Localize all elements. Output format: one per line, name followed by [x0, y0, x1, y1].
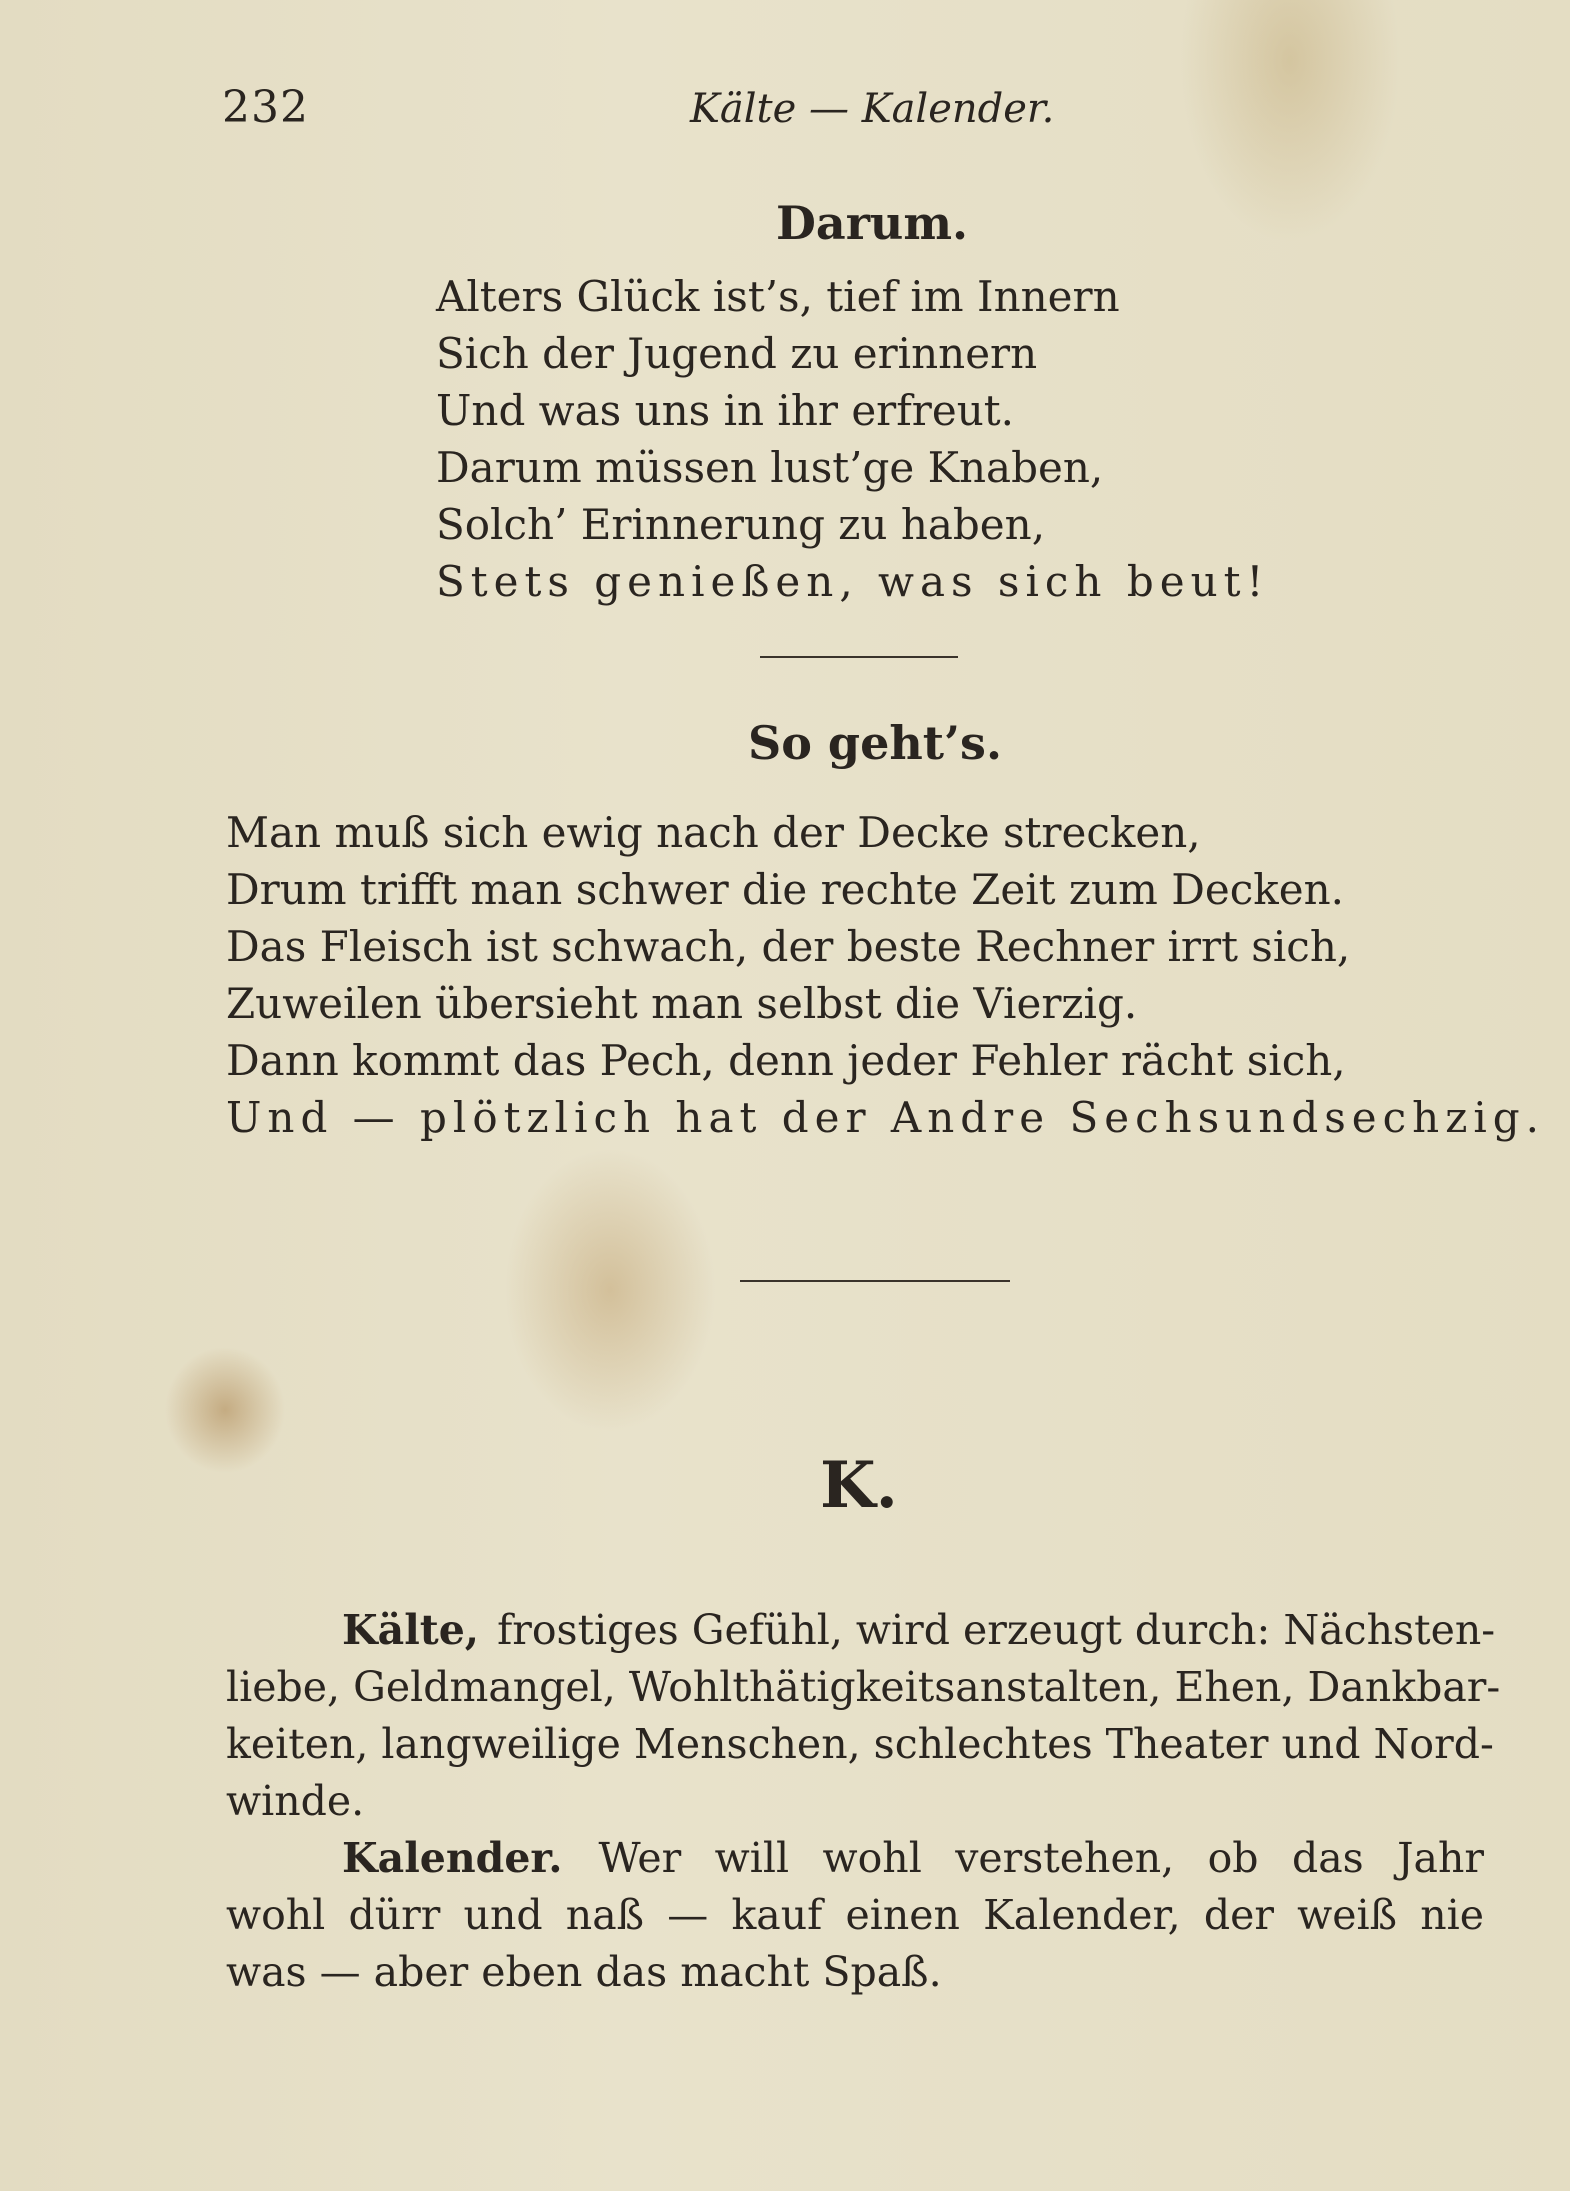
entry-line: [226, 1659, 1501, 1716]
section-letter: K.: [820, 1448, 898, 1523]
verse-line: Dann kommt das Pech, denn jeder Fehler rächt sich,: [226, 1036, 1346, 1085]
running-head: Kälte — Kalender.: [690, 86, 1055, 132]
entry-text: keiten, langweilige Menschen, schlechtes Theater und Nord-: [226, 1720, 1494, 1768]
entry-text: Wer will wohl verstehen, ob das Jahr: [598, 1834, 1484, 1882]
verse-line: Und — plötzlich hat der Andre Sechsundsechzig.: [226, 1093, 1545, 1142]
divider-rule: [760, 656, 958, 658]
verse-line: Alters Glück ist’s, tief im Innern: [436, 272, 1120, 321]
verse-line: Zuweilen übersieht man selbst die Vierzig.: [226, 979, 1138, 1028]
poem-darum: [436, 268, 1269, 610]
page-number: 232: [222, 82, 309, 133]
poem-title-so-gehts: So geht’s.: [748, 716, 1002, 770]
entry-term: Kalender.: [342, 1834, 563, 1882]
verse-line: Stets genießen, was sich beut!: [436, 557, 1270, 606]
entry-line: [226, 1887, 1484, 1944]
verse-line: Und was uns in ihr erfreut.: [436, 386, 1015, 435]
verse-line: Drum trifft man schwer die rechte Zeit zum Decken.: [226, 865, 1344, 914]
entry-kaelte: [226, 1602, 1501, 1830]
poem-title-darum: Darum.: [776, 196, 969, 250]
entry-text: liebe, Geldmangel, Wohlthätigkeitsanstalten, Ehen, Dankbar-: [226, 1663, 1501, 1711]
entry-kalender: [226, 1830, 1484, 2001]
entry-text: winde.: [226, 1777, 365, 1825]
entry-term: Kälte,: [342, 1606, 480, 1654]
entry-line: [226, 1944, 1484, 2001]
entry-line: [226, 1602, 1496, 1659]
entry-text: wohl dürr und naß — kauf einen Kalender, der weiß nie: [226, 1891, 1484, 1939]
entry-line: [226, 1773, 1484, 1830]
page-header: [222, 82, 1342, 142]
verse-line: Solch’ Erinnerung zu haben,: [436, 500, 1046, 549]
entry-line: [226, 1716, 1494, 1773]
verse-line: Darum müssen lust’ge Knaben,: [436, 443, 1104, 492]
entry-text: frostiges Gefühl, wird erzeugt durch: Nächsten-: [497, 1606, 1496, 1654]
verse-line: Man muß sich ewig nach der Decke strecken,: [226, 808, 1201, 857]
divider-rule: [740, 1280, 1010, 1282]
entry-line: [226, 1830, 1484, 1887]
poem-so-gehts: [226, 804, 1545, 1146]
verse-line: Sich der Jugend zu erinnern: [436, 329, 1038, 378]
verse-line: Das Fleisch ist schwach, der beste Rechner irrt sich,: [226, 922, 1351, 971]
entry-text: was — aber eben das macht Spaß.: [226, 1948, 942, 1996]
